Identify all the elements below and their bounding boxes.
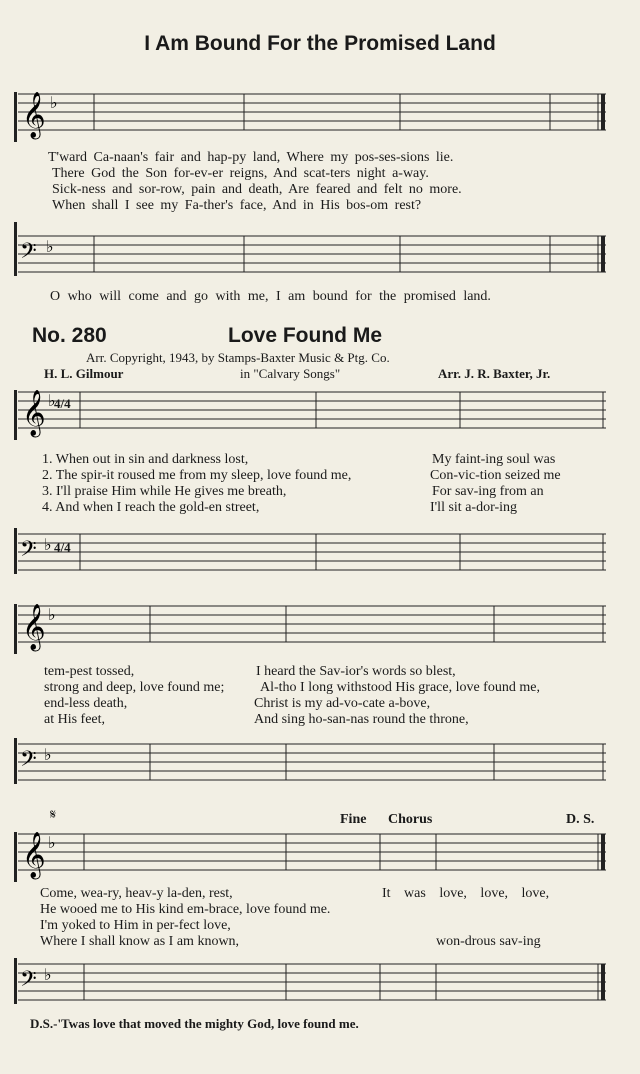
- system2-verse-4a: at His feet,: [44, 712, 106, 727]
- system2-verse-4b: And sing ho-san-nas round the throne,: [254, 712, 469, 727]
- song1-bass-staff: [0, 222, 640, 282]
- svg-text:𝄞: 𝄞: [22, 390, 46, 436]
- system1-verse-4b: I'll sit a-dor-ing: [430, 500, 518, 515]
- system1-verse-3b: For sav-ing from an: [432, 484, 544, 499]
- system3-verse-2a: He wooed me to His kind em-brace, love found me.: [40, 902, 331, 917]
- svg-text:♭: ♭: [44, 965, 52, 984]
- time-signature-treble: 4/4: [54, 396, 71, 411]
- svg-text:♭: ♭: [44, 745, 52, 764]
- song1-verse-3: Sick-ness and sor-row, pain and death, Are feared and felt no more.: [52, 182, 462, 197]
- svg-text:𝄢: 𝄢: [20, 967, 37, 997]
- system3-verse-1b: It was love, love, love,: [382, 886, 550, 901]
- svg-text:𝄢: 𝄢: [20, 239, 37, 269]
- system2-verse-2b: Al-tho I long withstood His grace, love found me,: [260, 680, 540, 695]
- system3-verse-3a: I'm yoked to Him in per-fect love,: [40, 918, 231, 933]
- author-credit: H. L. Gilmour: [44, 366, 124, 381]
- system1-verse-1a: 1. When out in sin and darkness lost,: [42, 452, 249, 467]
- system3-treble-staff: [0, 828, 640, 884]
- svg-text:♭: ♭: [48, 391, 56, 410]
- system2-verse-2a: strong and deep, love found me;: [44, 680, 225, 695]
- system3-bass-staff: [0, 958, 640, 1008]
- song1-refrain: O who will come and go with me, I am bound for the promised land.: [50, 289, 491, 304]
- system2-verse-1b: I heard the Sav-ior's words so blest,: [256, 664, 456, 679]
- svg-text:𝄞: 𝄞: [22, 832, 46, 878]
- svg-text:𝄢: 𝄢: [20, 537, 37, 567]
- hymn-number: No. 280: [32, 324, 107, 347]
- svg-text:♭: ♭: [50, 93, 58, 112]
- song1-verse-4: When shall I see my Fa-ther's face, And in His bos-om rest?: [52, 198, 422, 213]
- system2-verse-3a: end-less death,: [44, 696, 128, 711]
- segno-marker: 𝄋: [50, 808, 57, 823]
- svg-text:♭: ♭: [44, 535, 52, 554]
- system3-verse-4b: won-drous sav-ing: [436, 934, 541, 949]
- time-signature-bass: 4/4: [54, 540, 71, 555]
- source-credit: in "Calvary Songs": [240, 366, 341, 381]
- system3-verse-4a: Where I shall know as I am known,: [40, 934, 240, 949]
- copyright-line: Arr. Copyright, 1943, by Stamps-Baxter Music & Ptg. Co.: [86, 350, 390, 365]
- system2-verse-1a: tem-pest tossed,: [44, 664, 135, 679]
- svg-text:𝄢: 𝄢: [20, 747, 37, 777]
- system2-treble-staff: [0, 600, 640, 656]
- song1-title: I Am Bound For the Promised Land: [144, 32, 496, 55]
- svg-text:♭: ♭: [48, 605, 56, 624]
- system1-verse-4a: 4. And when I reach the gold-en street,: [42, 500, 260, 515]
- system1-verse-1b: My faint-ing soul was: [432, 452, 556, 467]
- system1-treble-staff: [0, 386, 640, 446]
- system1-verse-3a: 3. I'll praise Him while He gives me breath,: [42, 484, 287, 499]
- ds-marker: D. S.: [566, 812, 595, 827]
- song1-treble-staff: [0, 88, 640, 148]
- system1-verse-2a: 2. The spir-it roused me from my sleep, love found me,: [42, 468, 352, 483]
- svg-text:𝄞: 𝄞: [22, 604, 46, 650]
- system1-verse-2b: Con-vic-tion seized me: [430, 468, 561, 483]
- song2-title: Love Found Me: [228, 324, 382, 347]
- system1-bass-staff: [0, 528, 640, 578]
- chorus-marker: Chorus: [388, 812, 433, 827]
- svg-text:𝄞: 𝄞: [22, 92, 46, 138]
- svg-text:♭: ♭: [48, 833, 56, 852]
- song1-verse-1: T'ward Ca-naan's fair and hap-py land, Where my pos-ses-sions lie.: [48, 150, 454, 165]
- ds-instruction: D.S.-'Twas love that moved the mighty God, love found me.: [30, 1016, 359, 1031]
- arranger-credit: Arr. J. R. Baxter, Jr.: [438, 366, 551, 381]
- system2-bass-staff: [0, 738, 640, 788]
- system2-verse-3b: Christ is my ad-vo-cate a-bove,: [254, 696, 431, 711]
- system3-verse-1a: Come, wea-ry, heav-y la-den, rest,: [40, 886, 233, 901]
- svg-text:♭: ♭: [46, 237, 54, 256]
- song1-verse-2: There God the Son for-ev-er reigns, And scat-ters night a-way.: [52, 166, 429, 181]
- fine-marker: Fine: [340, 812, 367, 827]
